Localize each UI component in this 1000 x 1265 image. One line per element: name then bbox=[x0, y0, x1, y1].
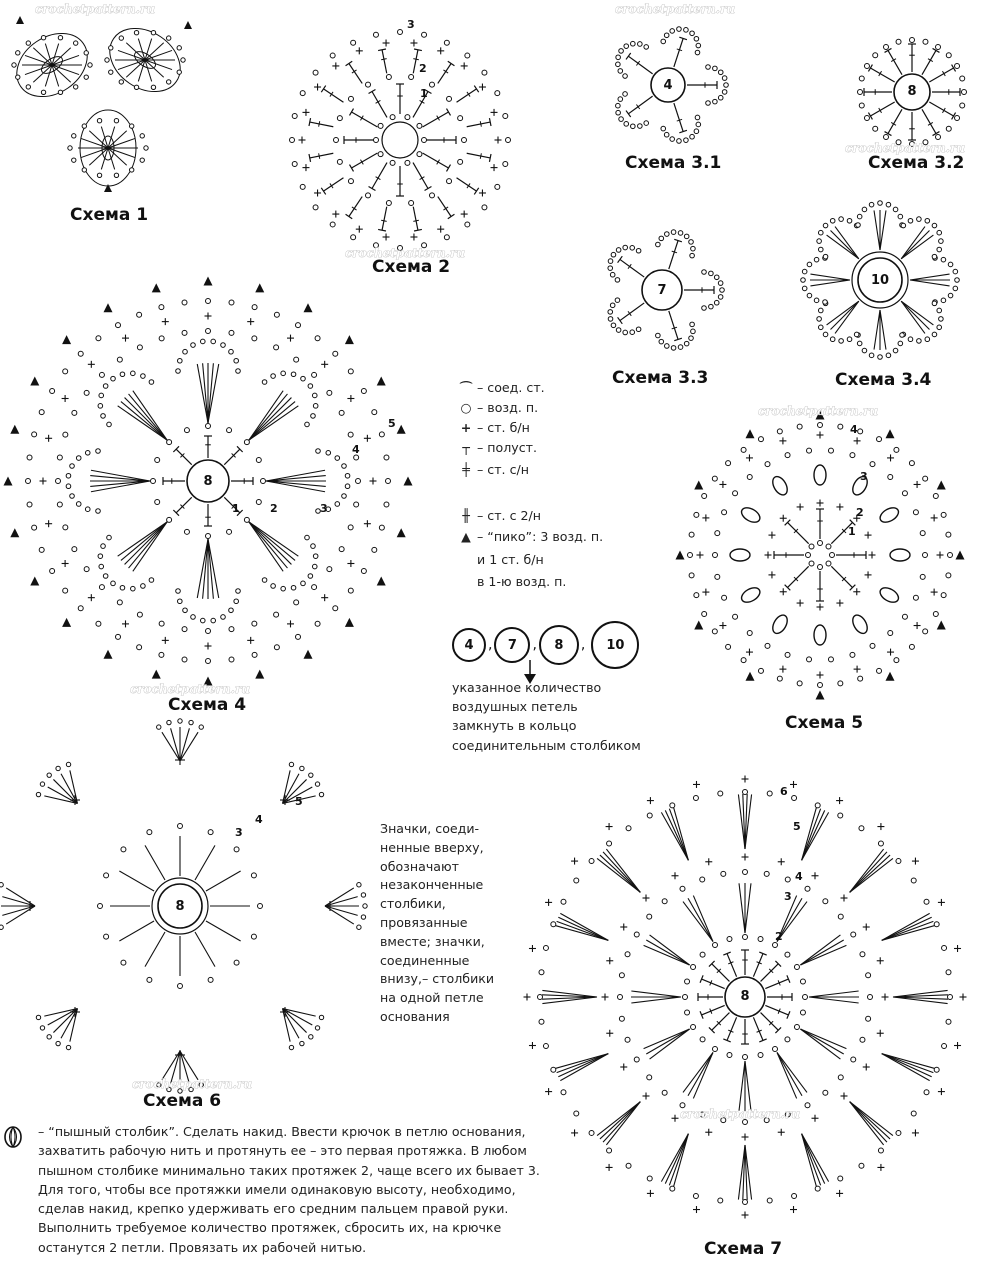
motif-drawings bbox=[0, 15, 967, 1218]
row-number: 1 bbox=[232, 502, 240, 515]
scheme-5-title: Схема 5 bbox=[785, 713, 864, 733]
slip-stitch-icon: ⌒ bbox=[459, 380, 473, 395]
note-line: останутся 2 петли. Провязать их рабочей нитью. bbox=[38, 1239, 367, 1255]
scheme-6-center-count: 8 bbox=[175, 899, 185, 914]
row-number: 5 bbox=[295, 795, 303, 808]
ring-example: 8 bbox=[539, 625, 579, 665]
ring-note-line: замкнуть в кольцо bbox=[452, 718, 577, 733]
legend-item bbox=[455, 508, 541, 523]
watermark: crochetpattern.ru bbox=[130, 682, 250, 696]
legend-item bbox=[455, 377, 545, 396]
scheme-7-center-count: 8 bbox=[740, 989, 750, 1004]
scheme-4-center-count: 8 bbox=[203, 474, 213, 489]
legend-label: – ст. с/н bbox=[477, 462, 529, 477]
note-line: Выполнить требуемое количество протяжек, сбросить их, на крючке bbox=[38, 1220, 502, 1236]
scheme-3-2-title: Схема 3.2 bbox=[868, 153, 965, 173]
note-line: вместе; значки, bbox=[380, 933, 485, 949]
single-crochet-icon: + bbox=[460, 420, 472, 435]
row-number: 3 bbox=[235, 826, 243, 839]
row-number: 3 bbox=[860, 470, 868, 483]
row-number: 4 bbox=[352, 443, 360, 456]
legend-item bbox=[455, 552, 544, 567]
legend-label: – полуст. bbox=[477, 440, 538, 455]
note-line: Значки, соеди- bbox=[380, 821, 480, 836]
legend-item bbox=[455, 462, 529, 477]
scheme-3-3-center-count: 7 bbox=[657, 283, 667, 298]
ring-examples: 4 , 7 , 8 , 10 bbox=[452, 621, 639, 669]
double-crochet-icon: ╪ bbox=[462, 462, 470, 477]
ring-example: 7 bbox=[494, 627, 530, 663]
row-number: 6 bbox=[780, 785, 788, 798]
puff-stitch-icon bbox=[3, 1124, 23, 1150]
treble-crochet-icon: ╫ bbox=[462, 508, 470, 523]
row-number: 2 bbox=[419, 62, 427, 75]
row-number: 3 bbox=[784, 890, 792, 903]
ring-note-line: воздушных петель bbox=[452, 699, 578, 714]
watermark: crochetpattern.ru bbox=[680, 1107, 800, 1121]
note-line: сделав накид, крепко удерживать его средним пальцем правой руки. bbox=[38, 1201, 509, 1217]
row-number: 4 bbox=[850, 423, 858, 436]
scheme-4-title: Схема 4 bbox=[168, 695, 247, 715]
ring-note-line: соединительным столбиком bbox=[452, 738, 641, 753]
note-line: захватить рабочую нить и протянуть ее – это первая протяжка. В любом bbox=[38, 1143, 527, 1159]
row-number: 5 bbox=[793, 820, 801, 833]
scheme-3-2-center-count: 8 bbox=[907, 84, 917, 99]
legend-item bbox=[455, 400, 538, 415]
row-number: 2 bbox=[270, 502, 278, 515]
half-double-crochet-icon: ┬ bbox=[462, 440, 470, 455]
puff-stitch-note bbox=[38, 1122, 540, 1257]
note-line: обозначают bbox=[380, 858, 459, 874]
row-number: 1 bbox=[848, 525, 856, 538]
watermark: crochetpattern.ru bbox=[35, 2, 155, 16]
legend-item bbox=[455, 574, 566, 589]
note-line: основания bbox=[380, 1008, 450, 1024]
ring-example: 4 bbox=[452, 628, 486, 662]
watermark: crochetpattern.ru bbox=[345, 246, 465, 260]
watermark: crochetpattern.ru bbox=[132, 1077, 252, 1091]
legend-label: – ст. б/н bbox=[477, 420, 530, 435]
legend-item bbox=[455, 440, 537, 455]
note-line: ненные вверху, bbox=[380, 839, 484, 855]
picot-icon: ▲ bbox=[461, 529, 471, 544]
legend-label: – “пико”: 3 возд. п. bbox=[477, 529, 604, 544]
scheme-3-4-center-count: 10 bbox=[870, 273, 890, 288]
note-line: Для того, чтобы все протяжки имели одинаковую высоту, необходимо, bbox=[38, 1181, 516, 1197]
note-line: – “пышный столбик”. Сделать накид. Ввести крючок в петлю основания, bbox=[38, 1124, 526, 1139]
legend-label: – ст. с 2/н bbox=[477, 508, 541, 523]
scheme-3-1-title: Схема 3.1 bbox=[625, 153, 722, 173]
note-line: на одной петле bbox=[380, 990, 484, 1006]
row-number: 2 bbox=[856, 506, 864, 519]
note-line: незаконченные bbox=[380, 877, 484, 893]
legend-label: – соед. ст. bbox=[477, 380, 545, 395]
ring-note-line: указанное количество bbox=[452, 680, 602, 695]
watermark: crochetpattern.ru bbox=[615, 2, 735, 16]
legend-item bbox=[455, 529, 603, 544]
note-line: пышном столбике минимально таких протяжек 2, чаще всего их бывает 3. bbox=[38, 1162, 540, 1178]
row-number: 3 bbox=[407, 18, 415, 31]
scheme-7-title: Схема 7 bbox=[704, 1239, 783, 1259]
note-line: соединенные bbox=[380, 952, 470, 968]
legend-label: в 1-ю возд. п. bbox=[477, 574, 567, 589]
row-number: 2 bbox=[775, 930, 783, 943]
scheme-1-title: Схема 1 bbox=[70, 205, 149, 225]
watermark: crochetpattern.ru bbox=[845, 141, 965, 155]
scheme-3-3-title: Схема 3.3 bbox=[612, 368, 709, 388]
chain-stitch-icon: ○ bbox=[460, 400, 472, 415]
row-number: 5 bbox=[388, 417, 396, 430]
legend-label: и 1 ст. б/н bbox=[477, 552, 544, 567]
row-number: 3 bbox=[320, 502, 328, 515]
scheme-6-title: Схема 6 bbox=[143, 1091, 222, 1111]
scheme-3-1-center-count: 4 bbox=[663, 78, 673, 93]
watermark: crochetpattern.ru bbox=[758, 404, 878, 418]
joined-stitches-note bbox=[380, 820, 494, 1027]
scheme-3-4-title: Схема 3.4 bbox=[835, 370, 932, 390]
note-line: внизу,– столбики bbox=[380, 971, 495, 987]
ring-example: 10 bbox=[591, 621, 639, 669]
legend-label: – возд. п. bbox=[477, 400, 539, 415]
note-line: провязанные bbox=[380, 914, 468, 930]
row-number: 1 bbox=[420, 87, 428, 100]
legend-item bbox=[455, 420, 530, 435]
note-line: столбики, bbox=[380, 896, 446, 912]
scheme-2-title: Схема 2 bbox=[372, 257, 451, 277]
row-number: 4 bbox=[795, 870, 803, 883]
row-number: 4 bbox=[255, 813, 263, 826]
